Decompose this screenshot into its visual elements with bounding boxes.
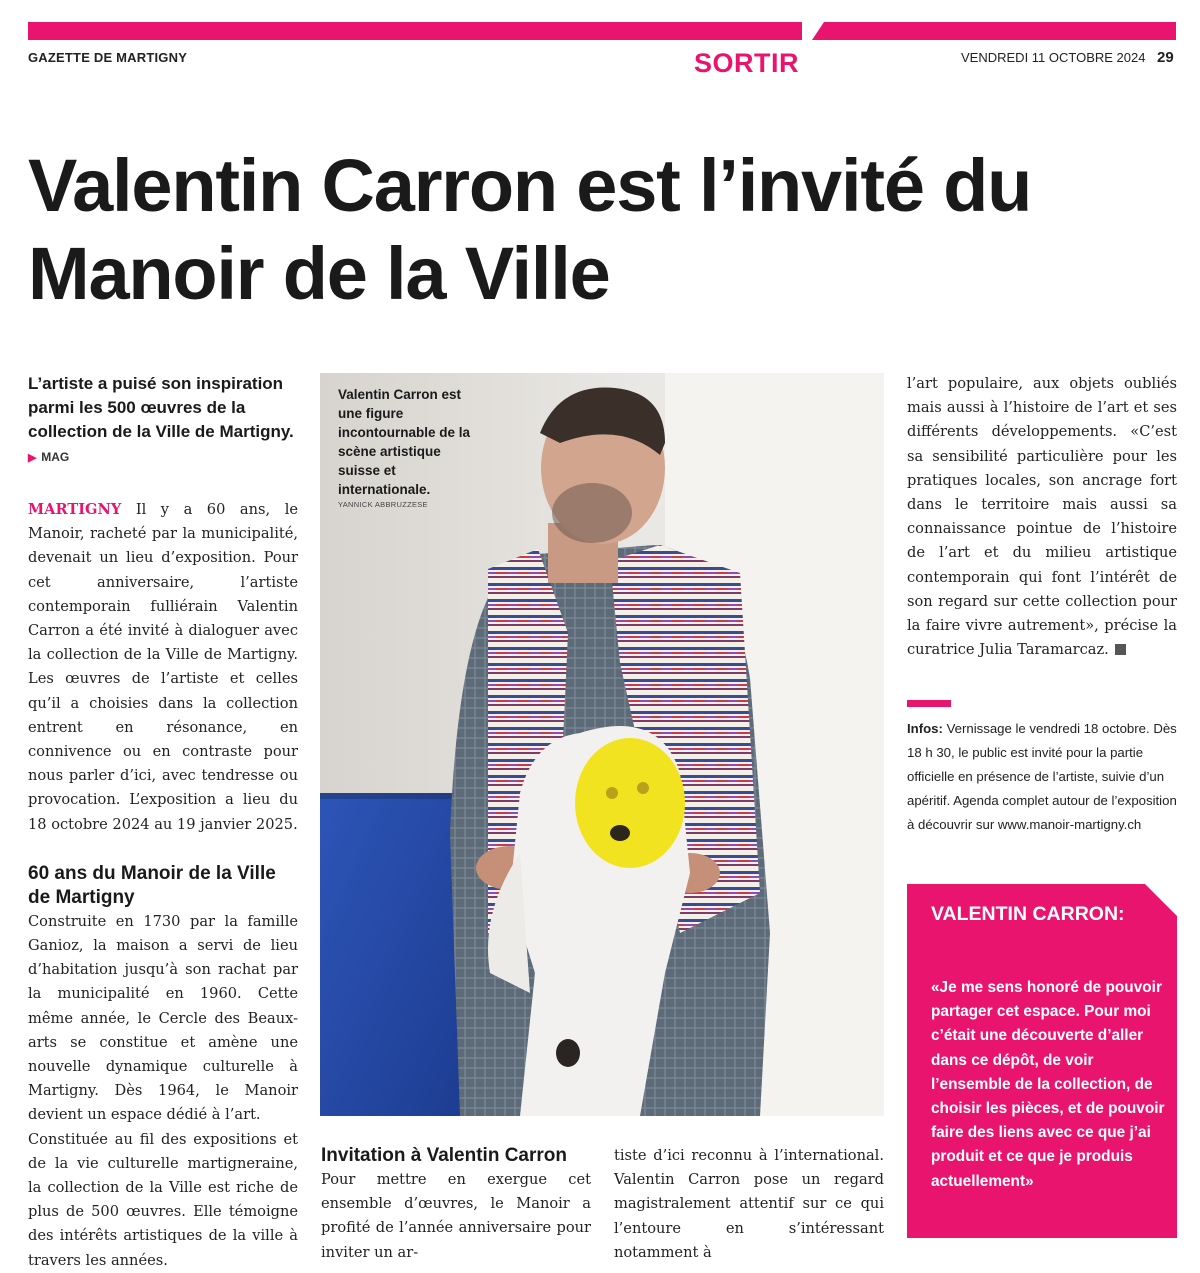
lead-tag: MAG — [41, 450, 70, 464]
infos-box — [907, 717, 1177, 837]
article-lead — [28, 372, 298, 470]
quote-text: «Je me sens honoré de pouvoir partager cet espace. Pour moi c’était une découverte d’aller dans ce dépôt, de voir l’ensemble de la collection, de choisir les pièces, et de pouvoir faire des liens avec ce que j’ai produit et ce que je produis actuellement» — [931, 979, 1165, 1190]
photo-credit: YANNICK ABBRUZZESE — [338, 500, 428, 509]
infos-label: Infos: — [907, 721, 943, 737]
quote-box — [907, 884, 1177, 1238]
section-title: SORTIR — [694, 48, 800, 78]
paragraph-invitation-b: tiste d’ici reconnu à l’international. Valentin Carron pose un regard magistralement attentif sur ce qui l’entoure en s’intéressant notamment à — [614, 1147, 884, 1261]
page-number: 29 — [1157, 49, 1174, 66]
left-column — [28, 372, 298, 1273]
paragraph-invitation-a: Pour mettre en exergue cet ensemble d’œuvres, le Manoir a profité de l’année anniversaire pour inviter un ar- — [321, 1171, 591, 1261]
subheading-manoir: 60 ans du Manoir de la Ville de Martigny — [28, 862, 276, 908]
end-mark-icon — [1115, 644, 1126, 655]
quote-speaker: VALENTIN CARRON: — [931, 903, 1125, 925]
photo-caption-text: Valentin Carron est une figure incontournable de la scène artistique suisse et internationale. — [338, 387, 471, 497]
article-headline: Valentin Carron est l’invité du Manoir de la Ville — [28, 144, 1032, 315]
infos-text: Vernissage le vendredi 18 octobre. Dès 18 h 30, le public est invité pour la partie officielle en présence de l’artiste, suivie d’un apéritif. Agenda complet autour de l’exposition à découvrir sur www.manoir-martigny.ch — [907, 721, 1177, 833]
corner-notch — [1145, 884, 1177, 916]
paragraph-curator — [907, 372, 1177, 662]
article-photo — [320, 373, 884, 1116]
top-accent-bar — [28, 22, 1176, 42]
curator-text: l’art populaire, aux objets oubliés mais aussi à l’histoire de l’art et ses différents développements. «C’est sa sensibilité particulière pour les pratiques locales, son ancrage fort dans le territoire mais aussi sa connaissance pointue de l’histoire de l’art et du milieu artistique contemporain qui font l’intérêt de son regard sur cette collection pour la faire vivre autrement», précise la curatrice Julia Taramarcaz. — [907, 375, 1177, 659]
lead-text: L’artiste a puisé son inspiration parmi les 500 œuvres de la collection de la Ville de Martigny. — [28, 374, 294, 441]
dateline: MARTIGNY — [28, 501, 122, 518]
infos-accent-rule — [907, 700, 951, 707]
arrow-icon: ▶ — [28, 452, 37, 464]
article-intro — [28, 498, 298, 837]
photo-caption — [338, 385, 478, 511]
issue-date: VENDREDI 11 OCTOBRE 2024 — [961, 50, 1146, 65]
publication-name: GAZETTE DE MARTIGNY — [28, 50, 188, 65]
paragraph-history: Construite en 1730 par la famille Ganioz, la maison a servi de lieu d’habitation jusqu’à son rachat par la municipalité en 1960. Cette même année, le Cercle des Beaux-arts se constitue et amène une nouvelle dynamique culturelle à Martigny. Dès 1964, le Manoir devient un espace dédié à l’art. — [28, 912, 298, 1124]
subheading-invitation: Invitation à Valentin Carron — [321, 1145, 567, 1166]
paragraph-collection: Constituée au fil des expositions et de la vie culturelle martigneraine, la collection de la Ville est riche de plus de 500 œuvres. Elle témoigne des intérêts artistiques de la ville à travers les années. — [28, 1130, 298, 1269]
intro-text: Il y a 60 ans, le Manoir, racheté par la municipalité, devenait un lieu d’exposition. Pour cet anniversaire, l’artiste contemporain fulliérain Valentin Carron a été invité à dialoguer avec la collection de la Ville de Martigny. Les œuvres de l’artiste et celles qu’il a choisies dans la collection entrent en résonance, en connivence ou en contraste pour nous parler d’ici, avec tendresse ou provocation. L’exposition a lieu du 18 octobre 2024 au 19 janvier 2025. — [28, 501, 298, 833]
right-column — [907, 372, 1177, 837]
